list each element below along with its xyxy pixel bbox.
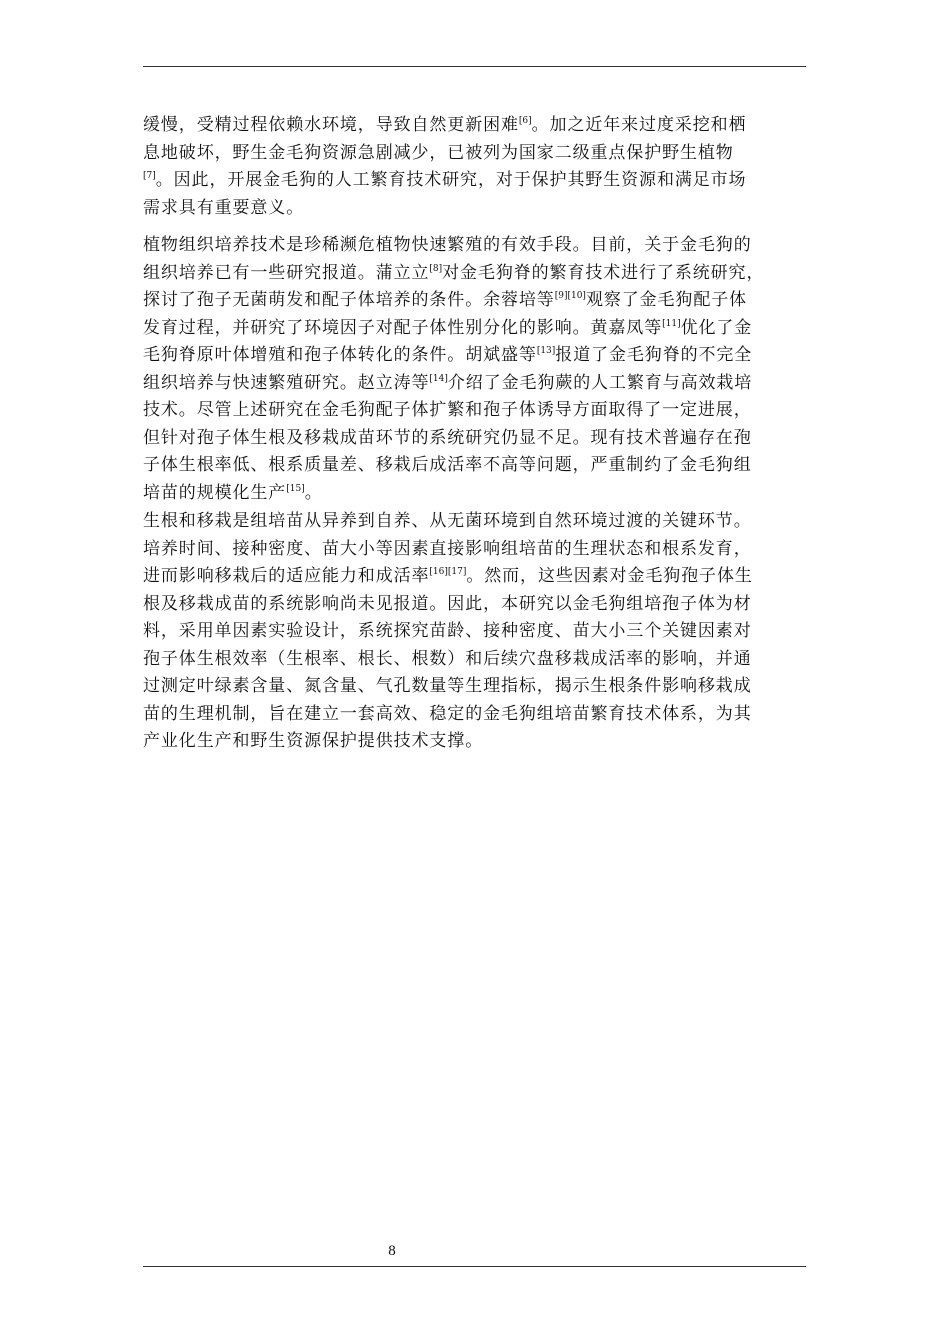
text-run: 需求具有重要意义。 xyxy=(143,197,305,218)
text-line xyxy=(143,618,753,646)
text-run: 缓慢，受精过程依赖水环境，导致自然更新困难 xyxy=(143,115,519,135)
text-run: 产业化生产和野生资源保护提供技术支撑。 xyxy=(143,731,484,751)
text-run: 组织培养与快速繁殖研究。赵立涛等 xyxy=(143,372,430,393)
text-line xyxy=(143,536,753,564)
text-line xyxy=(143,232,764,260)
text-run: 料，采用单因素实验设计，系统探究苗龄、接种密度、苗大小三个关键因素对 xyxy=(143,621,752,641)
text-run: 植物组织培养技术是珍稀濒危植物快速繁殖的有效手段。目前，关于金毛狗的 xyxy=(143,235,752,255)
text-line xyxy=(143,701,753,729)
text-run: 进而影响移栽后的适应能力和成活率 xyxy=(143,566,430,586)
text-line xyxy=(143,728,753,756)
text-run: 过测定叶绿素含量、氮含量、气孔数量等生理指标，揭示生根条件影响移栽成 xyxy=(143,676,752,696)
text-run: 毛狗脊原叶体增殖和孢子体转化的条件。胡斌盛等 xyxy=(143,345,537,365)
text-line xyxy=(143,167,746,195)
text-run: 。因此，开展金毛狗的人工繁育技术研究，对于保护其野生资源和满足市场 xyxy=(155,170,747,190)
text-run: 对金毛狗脊的繁育技术进行了系统研究， xyxy=(442,262,765,283)
text-line xyxy=(143,563,753,591)
text-run: 优化了金 xyxy=(680,317,753,338)
text-line xyxy=(143,140,746,168)
text-line xyxy=(143,673,753,701)
citation-marker: [14] xyxy=(429,373,448,384)
text-run: 组织培养已有一些研究报道。蒲立立 xyxy=(143,262,430,283)
text-run: 苗的生理机制，旨在建立一套高效、稳定的金毛狗组培苗繁育技术体系，为其 xyxy=(143,703,752,724)
paragraph xyxy=(143,232,764,507)
text-run: 息地破坏，野生金毛狗资源急剧减少，已被列为国家二级重点保护野生植物 xyxy=(143,142,734,163)
text-line xyxy=(143,195,746,223)
text-line xyxy=(143,287,764,315)
citation-marker: [15] xyxy=(286,483,305,494)
text-line xyxy=(143,315,764,343)
citation-marker: [13] xyxy=(536,346,556,356)
paragraph xyxy=(143,508,753,756)
text-run: 子体生根率低、根系质量差、移栽后成活率不高等问题，严重制约了金毛狗组 xyxy=(143,455,752,475)
text-line xyxy=(143,112,746,140)
text-run: 孢子体生根效率（生根率、根长、根数）和后续穴盘移栽成活率的影响，并通 xyxy=(143,648,752,669)
text-line xyxy=(143,480,764,508)
page-number: 8 xyxy=(388,1243,396,1259)
paragraph xyxy=(143,112,746,222)
citation-marker: [9][10] xyxy=(554,291,586,301)
text-line xyxy=(143,452,764,480)
citation-marker: [7] xyxy=(143,171,156,181)
text-run: 。然而，这些因素对金毛狗孢子体生 xyxy=(466,566,753,586)
text-run: 。加之近年来过度采挖和栖 xyxy=(531,115,747,135)
text-run: 生根和移栽是组培苗从异养到自养、从无菌环境到自然环境过渡的关键环节。 xyxy=(143,511,752,531)
text-run: 培苗的规模化生产 xyxy=(143,482,287,503)
text-run: 技术。尽管上述研究在金毛狗配子体扩繁和孢子体诱导方面取得了一定进展， xyxy=(143,400,752,420)
text-line xyxy=(143,370,764,398)
text-run: 探讨了孢子无菌萌发和配子体培养的条件。余蓉培等 xyxy=(143,290,555,310)
citation-marker: [8] xyxy=(429,263,443,274)
header-rule xyxy=(143,66,806,67)
text-run: 观察了金毛狗配子体 xyxy=(585,290,748,310)
text-line xyxy=(143,397,764,425)
citation-marker: [16][17] xyxy=(429,567,467,577)
text-line xyxy=(143,646,753,674)
footer-rule xyxy=(143,1266,806,1267)
text-run: 根及移栽成苗的系统影响尚未见报道。因此，本研究以金毛狗组培孢子体为材 xyxy=(143,593,752,614)
text-line xyxy=(143,342,764,370)
text-run: 。 xyxy=(304,482,323,503)
text-run: 培养时间、接种密度、苗大小等因素直接影响组培苗的生理状态和根系发育， xyxy=(143,538,752,559)
citation-marker: [11] xyxy=(662,318,681,329)
text-line xyxy=(143,260,764,288)
text-run: 报道了金毛狗脊的不完全 xyxy=(555,345,753,365)
citation-marker: [6] xyxy=(518,116,532,126)
text-run: 但针对孢子体生根及移栽成苗环节的系统研究仍显不足。现有技术普遍存在孢 xyxy=(143,427,752,448)
text-line xyxy=(143,508,753,536)
text-line xyxy=(143,591,753,619)
text-run: 介绍了金毛狗蕨的人工繁育与高效栽培 xyxy=(447,372,753,393)
text-line xyxy=(143,425,764,453)
text-run: 发育过程，并研究了环境因子对配子体性别分化的影响。黄嘉凤等 xyxy=(143,317,663,338)
